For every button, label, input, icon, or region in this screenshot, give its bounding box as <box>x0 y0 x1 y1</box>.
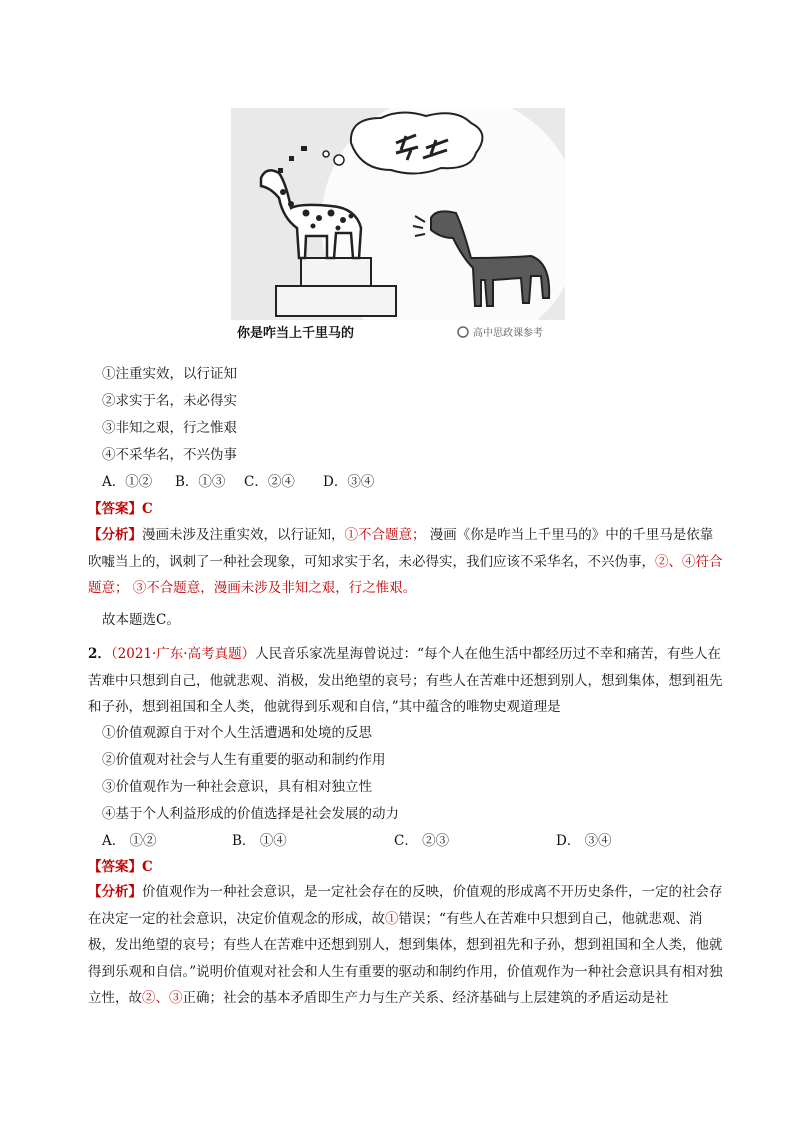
q1-answer-tag: 【答案】 <box>88 501 142 517</box>
q2-analysis-part-3: 错误；“有些人在苦难中只想到自己，他就悲观、消极，发出绝望的哀号；有些人在苦难中还想到别人，想到集体，想到祖先和子孙，想到祖国和全人类，他就得到乐观和自信。”说明价值观对社会和人生有重要的驱动和制约作用，价值观作为一种社会意识具有相对独立性，故 <box>88 910 723 1006</box>
q1-analysis-part-3: 漫画《你是咋当上千里马的》中的千里马是依靠吹嘘当上的，讽刺了一种社会现象，可知求实于名，未必得实，我们应该不采华名，不兴伪事， <box>88 527 714 570</box>
q1-analysis-part-1: 漫画未涉及注重实效，以行证知， <box>142 527 345 543</box>
q2-analysis-part-5: 正确；社会的基本矛盾即生产力与生产关系、经济基础与上层建筑的矛盾运动是社 <box>182 990 669 1006</box>
q2-choice-a: A． ①② <box>102 833 157 849</box>
q2-answer-value: C <box>142 859 153 875</box>
podium-base <box>276 286 396 316</box>
thought-bubble <box>351 112 483 173</box>
q2-choice-c: C． ②③ <box>394 833 450 849</box>
q2-option-4: ④基于个人利益形成的价值选择是社会发展的动力 <box>102 806 399 822</box>
q1-choice-a: A．①② <box>102 474 153 490</box>
q1-analysis-part-4: ②、④符合题意； <box>88 553 723 596</box>
cartoon-watermark: 高中思政课参考 <box>473 328 543 339</box>
cartoon-caption: 你是咋当上千里马的 <box>237 326 355 341</box>
q2-stem <box>88 641 724 721</box>
q1-analysis <box>88 522 724 602</box>
q2-option-2: ②价值观对社会与人生有重要的驱动和制约作用 <box>102 752 386 768</box>
q1-answer-value: C <box>142 501 153 517</box>
q2-stem-text: 人民音乐家冼星海曾说过：“每个人在他生活中都经历过不幸和痛苦，有些人在苦难中只想到自己，他就悲观、消极，发出绝望的哀号；有些人在苦难中还想到别人，想到集体，想到祖先和子孙，想到祖国和全人类，他就得到乐观和自信，”其中蕴含的唯物史观道理是 <box>88 646 723 715</box>
q2-analysis-part-2: ① <box>385 910 399 927</box>
q1-answer <box>88 500 153 518</box>
q1-conclusion: 故本题选C。 <box>102 612 180 628</box>
q2-option-1: ①价值观源自于对个人生活遭遇和处境的反思 <box>102 725 372 741</box>
q2-source: （2021·广东·高考真题） <box>110 646 256 662</box>
q1-choice-d: D．③④ <box>323 474 375 490</box>
cartoon-image <box>231 108 565 342</box>
q1-analysis-tag: 【分析】 <box>88 527 142 543</box>
podium-top <box>301 258 371 288</box>
q1-option-1: ①注重实效，以行证知 <box>102 366 237 382</box>
q1-analysis-part-6: ③不合题意，漫画未涉及非知之艰，行之惟艰。 <box>132 580 417 596</box>
q1-choice-c: C．②④ <box>244 474 295 490</box>
cartoon-drawing <box>231 108 565 342</box>
q2-analysis-tag: 【分析】 <box>88 884 142 900</box>
q1-analysis-part-2: ①不合题意； <box>344 527 426 543</box>
q1-option-3: ③非知之艰，行之惟艰 <box>102 420 237 436</box>
q2-answer <box>88 858 153 876</box>
q2-analysis-part-1: 价值观作为一种社会意识，是一定社会存在的反映，价值观的形成离不开历史条件，一定的社会存在决定一定的社会意识，决定价值观念的形成，故 <box>88 884 723 927</box>
q2-choice-b: B． ①④ <box>232 833 287 849</box>
q2-choice-d: D． ③④ <box>556 833 612 849</box>
q1-option-4: ④不采华名，不兴伪事 <box>102 447 237 463</box>
q1-option-2: ②求实于名，未必得实 <box>102 393 237 409</box>
q2-number: 2． <box>88 646 111 662</box>
q2-answer-tag: 【答案】 <box>88 859 142 875</box>
q2-option-3: ③价值观作为一种社会意识，具有相对独立性 <box>102 779 372 795</box>
q2-analysis-part-4: ②、③ <box>142 990 183 1006</box>
q2-analysis <box>88 879 724 1012</box>
q1-choice-b: B．①③ <box>175 474 226 490</box>
